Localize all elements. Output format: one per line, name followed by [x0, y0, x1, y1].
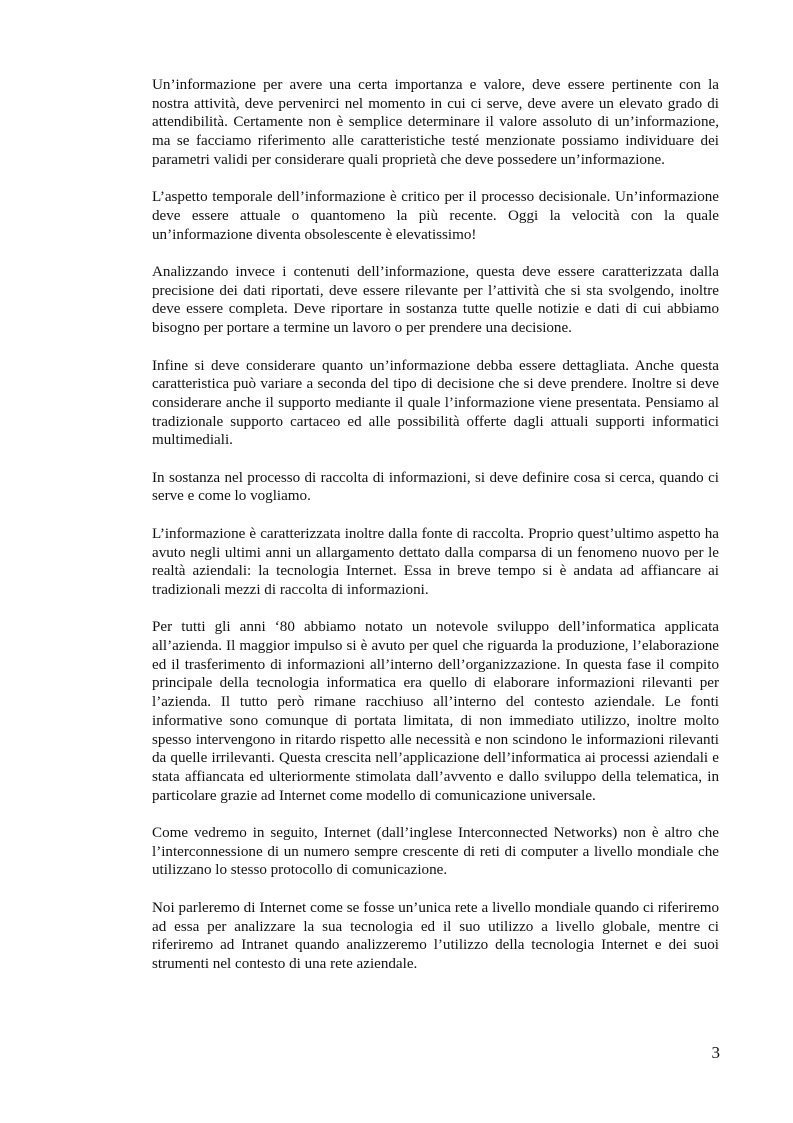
page-number: 3 [711, 1043, 720, 1062]
body-text [152, 76, 719, 992]
paragraph-9: Noi parleremo di Internet come se fosse un’unica rete a livello mondiale quando ci riferiremo ad essa per analizzare la sua tecnologia ed il suo utilizzo a livello globale, mentre ci riferiremo ad Intranet quando analizzeremo l’utilizzo della tecnologia Internet e dei suoi strumenti nel contesto di una rete aziendale. [152, 899, 719, 972]
paragraph-7: Per tutti gli anni ‘80 abbiamo notato un notevole sviluppo dell’informatica applicata all’azienda. Il maggior impulso si è avuto per quel che riguarda la produzione, l’elaborazione ed il trasferimento di informazioni all’interno dell’organizzazione. In questa fase il compito principale della tecnologia informatica era quello di elaborare informazioni rilevanti per l’azienda. Il tutto però rimane racchiuso all’interno del contesto aziendale. Le fonti informative sono comunque di portata limitata, di non immediato utilizzo, inoltre molto spesso intervengono in ritardo rispetto alle necessità e non scindono le informazioni rilevanti da quelle irrilevanti. Questa crescita nell’applicazione dell’informatica ai processi aziendali e stata affiancata ed ulteriormente stimolata dall’avvento e dallo sviluppo della telematica, in particolare grazie ad Internet come modello di comunicazione universale. [152, 619, 719, 804]
paragraph-6: L’informazione è caratterizzata inoltre dalla fonte di raccolta. Proprio quest’ultimo aspetto ha avuto negli ultimi anni un allargamento dettato dalla comparsa di un fenomeno nuovo per le realtà aziendali: la tecnologia Internet. Essa in breve tempo si è andata ad affiancare ai tradizionali mezzi di raccolta di informazioni. [152, 525, 719, 598]
paragraph-5: In sostanza nel processo di raccolta di informazioni, si deve definire cosa si cerca, quando ci serve e come lo vogliamo. [152, 469, 719, 505]
paragraph-8: Come vedremo in seguito, Internet (dall’inglese Interconnected Networks) non è altro che l’interconnessione di un numero sempre crescente di reti di computer a livello mondiale che utilizzano lo stesso protocollo di comunicazione. [152, 825, 719, 879]
paragraph-3: Analizzando invece i contenuti dell’informazione, questa deve essere caratterizzata dalla precisione dei dati riportati, deve essere rilevante per l’attività che si sta svolgendo, inoltre deve essere completa. Deve riportare in sostanza tutte quelle notizie e dati di cui abbiamo bisogno per portare a termine un lavoro o per prendere una decisione. [152, 264, 719, 337]
paragraph-1: Un’informazione per avere una certa importanza e valore, deve essere pertinente con la nostra attività, deve pervenirci nel momento in cui ci serve, deve avere un elevato grado di attendibilità. Certamente non è semplice determinare il valore assoluto di un’informazione, ma se facciamo riferimento alle caratteristiche testé menzionate possiamo individuare dei parametri validi per considerare quali proprietà che deve possedere un’informazione. [152, 77, 719, 168]
paragraph-4: Infine si deve considerare quanto un’informazione debba essere dettagliata. Anche questa caratteristica può variare a seconda del tipo di decisione che si deve prendere. Inoltre si deve considerare anche il supporto mediante il quale l’informazione viene presentata. Pensiamo al tradizionale supporto cartaceo ed alle possibilità offerte dagli attuali supporti informatici multimediali. [152, 357, 719, 449]
paragraph-2: L’aspetto temporale dell’informazione è critico per il processo decisionale. Un’informazione deve essere attuale o quantomeno la più recente. Oggi la velocità con la quale un’informazione diventa obsolescente è elevatissimo! [152, 189, 719, 243]
